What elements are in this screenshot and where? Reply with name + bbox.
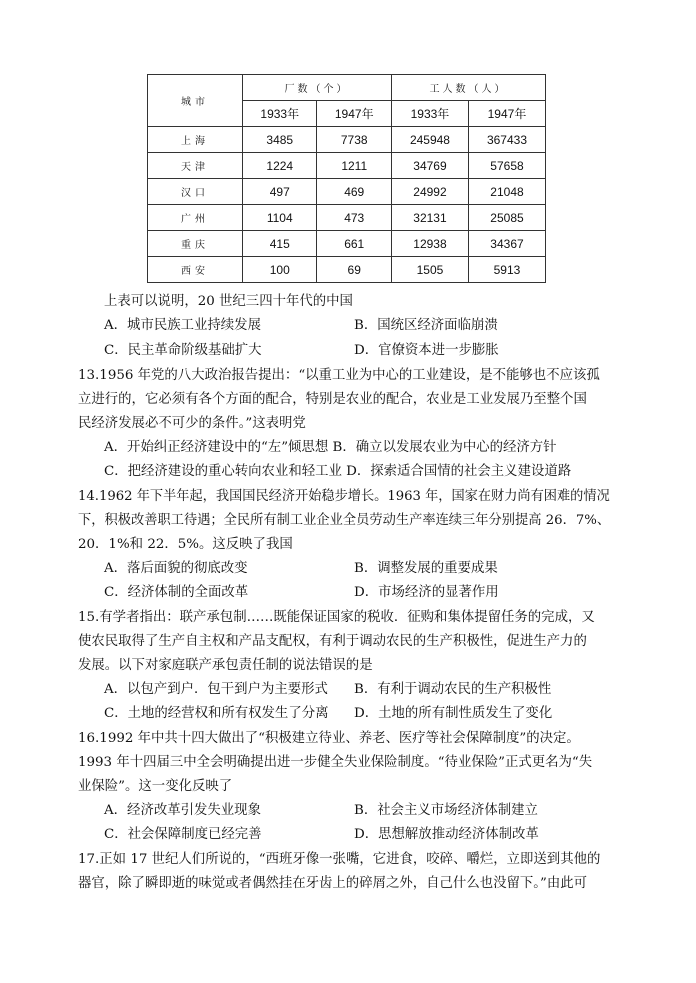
value-cell: 34769 (391, 153, 468, 179)
q12-option-a: A．城市民族工业持续发展 (104, 318, 261, 333)
value-cell: 497 (243, 179, 317, 205)
value-cell: 1211 (317, 153, 391, 179)
value-cell: 473 (317, 205, 391, 231)
table-row (148, 257, 546, 283)
q12-option-b: B．国统区经济面临崩溃 (354, 318, 498, 333)
q14-line-3: 20．1%和 22．5%。这反映了我国 (78, 537, 293, 552)
q17-line-1: 17.正如 17 世纪人们所说的，“西班牙像一张嘴，它进食，咬碎、嚼烂，立即送到其他的 (78, 852, 601, 867)
year-cell: 1947年 (468, 101, 545, 127)
table-row (148, 231, 546, 257)
q16-option-d: D．思想解放推动经济体制改革 (354, 827, 539, 842)
value-cell: 34367 (468, 231, 545, 257)
q13-line-1: 13.1956 年党的八大政治报告提出：“以重工业为中心的工业建设，是不能够也不应该孤 (78, 368, 600, 383)
value-cell: 32131 (391, 205, 468, 231)
q12-stem: 上表可以说明，20 世纪三四十年代的中国 (104, 294, 353, 309)
q14-option-d: D．市场经济的显著作用 (354, 585, 499, 600)
q12-option-c: C．民主革命阶级基础扩大 (104, 343, 262, 358)
value-cell: 1104 (243, 205, 317, 231)
q15-option-c: C．土地的经营权和所有权发生了分离 (104, 706, 329, 721)
value-cell: 3485 (243, 127, 317, 153)
year-cell: 1947年 (317, 101, 391, 127)
q16-option-b: B．社会主义市场经济体制建立 (354, 803, 538, 818)
table-row (148, 127, 546, 153)
city-cell: 西安 (148, 257, 243, 283)
table-row (148, 205, 546, 231)
value-cell: 25085 (468, 205, 545, 231)
value-cell: 12938 (391, 231, 468, 257)
table-header-row (148, 75, 546, 101)
q15-line-1: 15.有学者指出：联产承包制……既能保证国家的税收．征购和集体提留任务的完成，又 (78, 610, 595, 625)
city-cell: 重庆 (148, 231, 243, 257)
q14-option-a: A．落后面貌的彻底改变 (104, 561, 248, 576)
value-cell: 469 (317, 179, 391, 205)
value-cell: 1505 (391, 257, 468, 283)
value-cell: 367433 (468, 127, 545, 153)
q13-line-3: 民经济发展必不可少的条件。”这表明党 (78, 416, 306, 431)
q14-option-b: B．调整发展的重要成果 (354, 561, 498, 576)
q16-line-2: 1993 年十四届三中全会明确提出进一步健全失业保险制度。“待业保险”正式更名为“失 (78, 755, 593, 770)
q14-line-1: 14.1962 年下半年起，我国国民经济开始稳步增长。1963 年，国家在财力尚有困难的情况 (78, 489, 610, 504)
city-cell: 天津 (148, 153, 243, 179)
q13-options-cd: C．把经济建设的重心转向农业和轻工业 D．探索适合国情的社会主义建设道路 (104, 464, 572, 479)
table-row (148, 179, 546, 205)
value-cell: 7738 (317, 127, 391, 153)
q15-option-a: A．以包产到户．包干到户为主要形式 (104, 682, 328, 697)
header-workers: 工人数（人） (391, 75, 545, 101)
table-row (148, 153, 546, 179)
header-city: 城市 (148, 75, 243, 127)
q14-option-c: C．经济体制的全面改革 (104, 585, 249, 600)
q12-option-d: D．官僚资本进一步膨胀 (354, 343, 499, 358)
value-cell: 24992 (391, 179, 468, 205)
city-cell: 上海 (148, 127, 243, 153)
value-cell: 21048 (468, 179, 545, 205)
value-cell: 100 (243, 257, 317, 283)
q16-option-a: A．经济改革引发失业现象 (104, 803, 261, 818)
value-cell: 661 (317, 231, 391, 257)
year-cell: 1933年 (391, 101, 468, 127)
value-cell: 1224 (243, 153, 317, 179)
q17-line-2: 器官，除了瞬即逝的味觉或者偶然挂在牙齿上的碎屑之外，自己什么也没留下。”由此可 (78, 876, 587, 891)
q16-option-c: C．社会保障制度已经完善 (104, 827, 262, 842)
q15-line-2: 使农民取得了生产自主权和产品支配权，有利于调动农民的生产积极性，促进生产力的 (78, 634, 587, 649)
value-cell: 5913 (468, 257, 545, 283)
q16-line-3: 业保险”。这一变化反映了 (78, 779, 233, 794)
q13-options-ab: A．开始纠正经济建设中的“左”倾思想 B．确立以发展农业为中心的经济方针 (104, 440, 557, 455)
value-cell: 245948 (391, 127, 468, 153)
header-factories: 厂数（个） (243, 75, 392, 101)
value-cell: 415 (243, 231, 317, 257)
q15-line-3: 发展。以下对家庭联产承包责任制的说法错误的是 (78, 658, 373, 673)
q15-option-b: B．有利于调动农民的生产积极性 (354, 682, 552, 697)
value-cell: 57658 (468, 153, 545, 179)
value-cell: 69 (317, 257, 391, 283)
city-cell: 汉口 (148, 179, 243, 205)
q15-option-d: D．土地的所有制性质发生了变化 (354, 706, 553, 721)
q16-line-1: 16.1992 年中共十四大做出了“积极建立待业、养老、医疗等社会保障制度”的决定。 (78, 731, 580, 746)
q13-line-2: 立进行的，它必须有各个方面的配合，特别是农业的配合，农业是工业发展乃至整个国 (78, 392, 587, 407)
city-cell: 广州 (148, 205, 243, 231)
year-cell: 1933年 (243, 101, 317, 127)
q14-line-2: 下，积极改善职工待遇；全民所有制工业企业全员劳动生产率连续三年分别提高 26．7%、 (78, 513, 611, 528)
factory-worker-table (147, 74, 546, 283)
